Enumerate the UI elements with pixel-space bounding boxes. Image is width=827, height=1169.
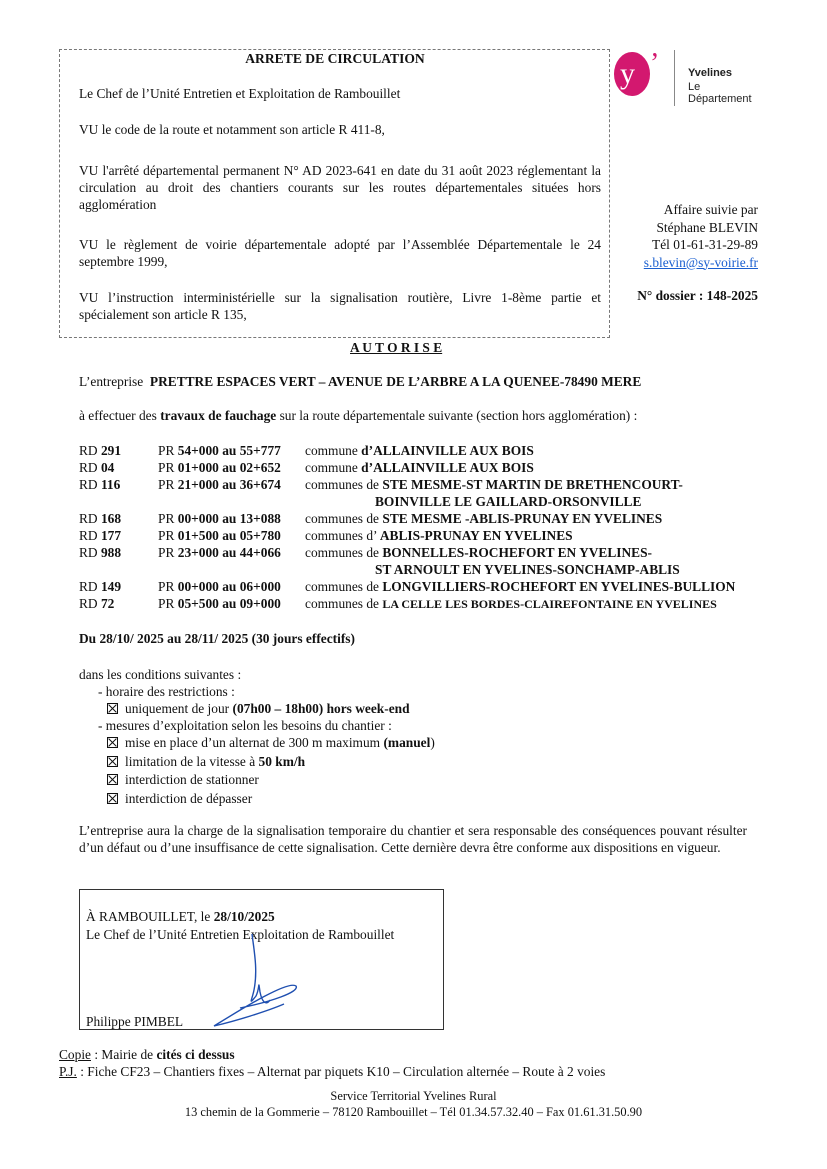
considerant-1: VU le code de la route et notamment son article R 411-8,	[79, 122, 385, 137]
route-number	[79, 528, 121, 544]
rd-prefix: RD	[79, 460, 98, 475]
pj-text: : Fiche CF23 – Chantiers fixes – Alternat par piquets K10 – Circulation alternée – Route à 2 voies	[80, 1064, 606, 1079]
pr-au: au	[222, 528, 237, 543]
considerant-4: VU l’instruction interministérielle sur la signalisation routière, Livre 1-8ème partie et spécialement son article R 135,	[79, 290, 601, 322]
checked-box-icon	[107, 774, 118, 785]
commune-name: LA CELLE LES BORDES-CLAIREFONTAINE EN YVELINES	[382, 597, 717, 611]
rd-num: 149	[100, 579, 122, 594]
conditions-intro: dans les conditions suivantes :	[79, 667, 242, 682]
checked-box-icon	[107, 756, 118, 767]
commune	[305, 579, 735, 595]
rd-prefix: RD	[79, 528, 98, 543]
horaire-label: - horaire des restrictions :	[98, 684, 235, 699]
commune-name: LONGVILLIERS-ROCHEFORT EN YVELINES-BULLION	[382, 579, 736, 594]
commune-prefix: communes de	[305, 477, 380, 492]
logo-line2: Le Département	[688, 81, 752, 105]
pr-label: PR	[158, 511, 175, 526]
pr-from: 23+000	[177, 545, 219, 560]
route-number	[79, 511, 121, 527]
pj-line	[59, 1064, 605, 1080]
pr-range	[158, 579, 281, 595]
mesure-item	[107, 772, 259, 788]
copie-line	[59, 1047, 235, 1063]
commune	[305, 511, 662, 527]
responsabilite-paragraph: L’entreprise aura la charge de la signalisation temporaire du chantier et sera responsable des conséquences pouvant résulter d’un défaut ou d’une insuffisance de cette signalisation. Cette dernière devra être conforme aux dispositions en vigueur.	[79, 823, 747, 855]
pr-range	[158, 460, 281, 476]
pr-label: PR	[158, 579, 175, 594]
pr-label: PR	[158, 545, 175, 560]
svg-text:y: y	[620, 57, 635, 90]
pr-label: PR	[158, 460, 175, 475]
mesure-text: interdiction de stationner	[125, 772, 259, 787]
rd-num: 72	[100, 596, 115, 611]
handwritten-signature	[200, 930, 340, 1030]
commune-name: d’ALLAINVILLE AUX BOIS	[361, 460, 534, 475]
pr-range	[158, 443, 281, 459]
entreprise-prefix: L’entreprise	[79, 374, 144, 389]
pr-to: 02+652	[239, 460, 281, 475]
pr-range	[158, 545, 281, 561]
rd-num: 168	[100, 511, 122, 526]
pr-from: 01+000	[177, 460, 219, 475]
mesures-label: - mesures d’exploitation selon les besoins du chantier :	[98, 718, 392, 733]
rd-prefix: RD	[79, 579, 98, 594]
period: Du 28/10/ 2025 au 28/11/ 2025 (30 jours effectifs)	[79, 631, 355, 646]
rd-num: 116	[100, 477, 121, 492]
mesure-bold: 50 km/h	[258, 753, 306, 769]
signature-place: À RAMBOUILLET, le	[86, 909, 211, 924]
horaire-text: uniquement de jour	[125, 701, 230, 716]
route-number	[79, 545, 121, 561]
horaire-item	[107, 701, 410, 717]
checked-box-icon	[107, 703, 118, 714]
pr-to: 06+000	[239, 579, 281, 594]
commune-prefix: communes de	[305, 545, 380, 560]
pr-au: au	[222, 460, 237, 475]
horaire-hours: (07h00 – 18h00) hors week-end	[232, 701, 410, 716]
copie-recipients: cités ci dessus	[156, 1047, 235, 1062]
considerant-3: VU le règlement de voirie départementale adopté par l’Assemblée Départementale le 24 septembre 1999,	[79, 237, 601, 269]
commune-prefix: commune	[305, 460, 358, 475]
copie-label: Copie	[59, 1047, 91, 1062]
pr-to: 05+780	[239, 528, 281, 543]
dossier-number: N° dossier : 148-2025	[637, 288, 758, 303]
pr-range	[158, 477, 281, 493]
pr-label: PR	[158, 596, 175, 611]
contact-intro: Affaire suivie par	[663, 202, 758, 217]
travaux-line	[79, 408, 637, 424]
copie-text: : Mairie de	[94, 1047, 154, 1062]
signatory-name: Philippe PIMBEL	[86, 1014, 184, 1029]
yvelines-logo-icon	[614, 50, 666, 98]
commune-name: STE MESME-ST MARTIN DE BRETHENCOURT-	[382, 477, 683, 492]
rd-num: 988	[100, 545, 122, 560]
pr-range	[158, 596, 281, 612]
logo-line1: Yvelines	[688, 67, 733, 79]
rd-num: 04	[100, 460, 115, 475]
rd-num: 291	[100, 443, 122, 458]
rd-num: 177	[100, 528, 122, 543]
svg-text:’: ’	[650, 50, 660, 79]
commune-prefix: commune	[305, 443, 358, 458]
commune-prefix: communes de	[305, 596, 380, 611]
signature-date: 28/10/2025	[213, 909, 275, 924]
route-number	[79, 477, 120, 493]
commune	[305, 545, 652, 561]
commune-name-continued: ST ARNOULT EN YVELINES-SONCHAMP-ABLIS	[375, 562, 680, 577]
pr-from: 05+500	[177, 596, 219, 611]
checked-box-icon	[107, 793, 118, 804]
footer-service: Service Territorial Yvelines Rural	[330, 1089, 497, 1103]
considerant-2: VU l'arrêté départemental permanent N° AD 2023-641 en date du 31 août 2023 réglementant la circulation au droit des chantiers courants sur les routes départementales situées hors agglomération	[79, 163, 601, 212]
commune	[305, 596, 717, 612]
footer-address: 13 chemin de la Gommerie – 78120 Rambouillet – Tél 01.34.57.32.40 – Fax 01.61.31.50.90	[184, 1105, 643, 1119]
travaux-suffix: sur la route départementale suivante (section hors agglomération) :	[279, 408, 638, 423]
pr-to: 09+000	[239, 596, 281, 611]
document-title: ARRETE DE CIRCULATION	[245, 51, 425, 66]
route-number	[79, 443, 121, 459]
travaux-prefix: à effectuer des	[79, 408, 157, 423]
mesure-post: )	[430, 735, 435, 750]
pr-to: 44+066	[239, 545, 281, 560]
contact-email-link[interactable]: s.blevin@sy-voirie.fr	[643, 254, 758, 270]
commune-prefix: communes de	[305, 579, 380, 594]
mesure-text: interdiction de dépasser	[125, 790, 253, 806]
contact-block	[644, 201, 758, 271]
rd-prefix: RD	[79, 511, 98, 526]
signature-box	[79, 889, 444, 1030]
signature-role: Le Chef de l’Unité Entretien Exploitation de Rambouillet	[86, 927, 395, 942]
contact-name: Stéphane BLEVIN	[656, 219, 758, 235]
commune	[305, 477, 683, 493]
route-number	[79, 460, 114, 476]
pr-au: au	[222, 545, 237, 560]
pr-au: au	[222, 443, 237, 458]
rd-prefix: RD	[79, 477, 98, 492]
pr-label: PR	[158, 528, 175, 543]
pr-label: PR	[158, 477, 175, 492]
checked-box-icon	[107, 737, 118, 748]
commune-name: d’ALLAINVILLE AUX BOIS	[361, 443, 534, 458]
commune	[305, 443, 534, 459]
pr-from: 54+000	[177, 443, 219, 458]
mesure-text: mise en place d’un alternat de 300 m maximum	[125, 735, 381, 750]
pj-label: P.J.	[59, 1064, 77, 1079]
mesure-item	[107, 754, 305, 770]
contact-phone: Tél 01-61-31-29-89	[652, 237, 758, 252]
author-line: Le Chef de l’Unité Entretien et Exploitation de Rambouillet	[79, 86, 401, 101]
commune-name: ABLIS-PRUNAY EN YVELINES	[379, 528, 573, 543]
pr-label: PR	[158, 443, 175, 458]
pr-from: 01+500	[177, 528, 219, 543]
pr-au: au	[222, 579, 237, 594]
entreprise-name: PRETTRE ESPACES VERT – AVENUE DE L’ARBRE A LA QUENEE-78490 MERE	[149, 374, 642, 389]
commune-prefix: communes de	[305, 511, 380, 526]
mesure-item	[107, 735, 435, 751]
route-number	[79, 579, 121, 595]
pr-from: 00+000	[177, 579, 219, 594]
yvelines-logo	[614, 50, 752, 105]
rd-prefix: RD	[79, 545, 98, 560]
autorise-heading: A U T O R I S E	[350, 340, 443, 355]
mesure-item	[107, 791, 252, 807]
commune	[305, 460, 534, 476]
pr-au: au	[222, 477, 237, 492]
route-number	[79, 596, 114, 612]
pr-au: au	[222, 596, 237, 611]
commune-name: STE MESME -ABLIS-PRUNAY EN YVELINES	[382, 511, 663, 526]
pr-to: 13+088	[239, 511, 281, 526]
commune-prefix: communes d’	[305, 528, 377, 543]
pr-from: 21+000	[177, 477, 219, 492]
rd-prefix: RD	[79, 596, 98, 611]
pr-to: 55+777	[239, 443, 281, 458]
travaux-type: travaux de fauchage	[160, 408, 277, 423]
commune-name: BONNELLES-ROCHEFORT EN YVELINES-	[382, 545, 653, 560]
pr-to: 36+674	[239, 477, 281, 492]
mesure-text: limitation de la vitesse à	[125, 753, 256, 769]
pr-au: au	[222, 511, 237, 526]
pr-range	[158, 511, 281, 527]
mesure-bold: (manuel	[383, 735, 431, 750]
signature-place-date	[86, 909, 275, 925]
rd-prefix: RD	[79, 443, 98, 458]
commune	[305, 528, 573, 544]
pr-from: 00+000	[177, 511, 219, 526]
commune-name-continued: BOINVILLE LE GAILLARD-ORSONVILLE	[375, 494, 642, 509]
pr-range	[158, 528, 281, 544]
entreprise-line	[79, 374, 641, 390]
